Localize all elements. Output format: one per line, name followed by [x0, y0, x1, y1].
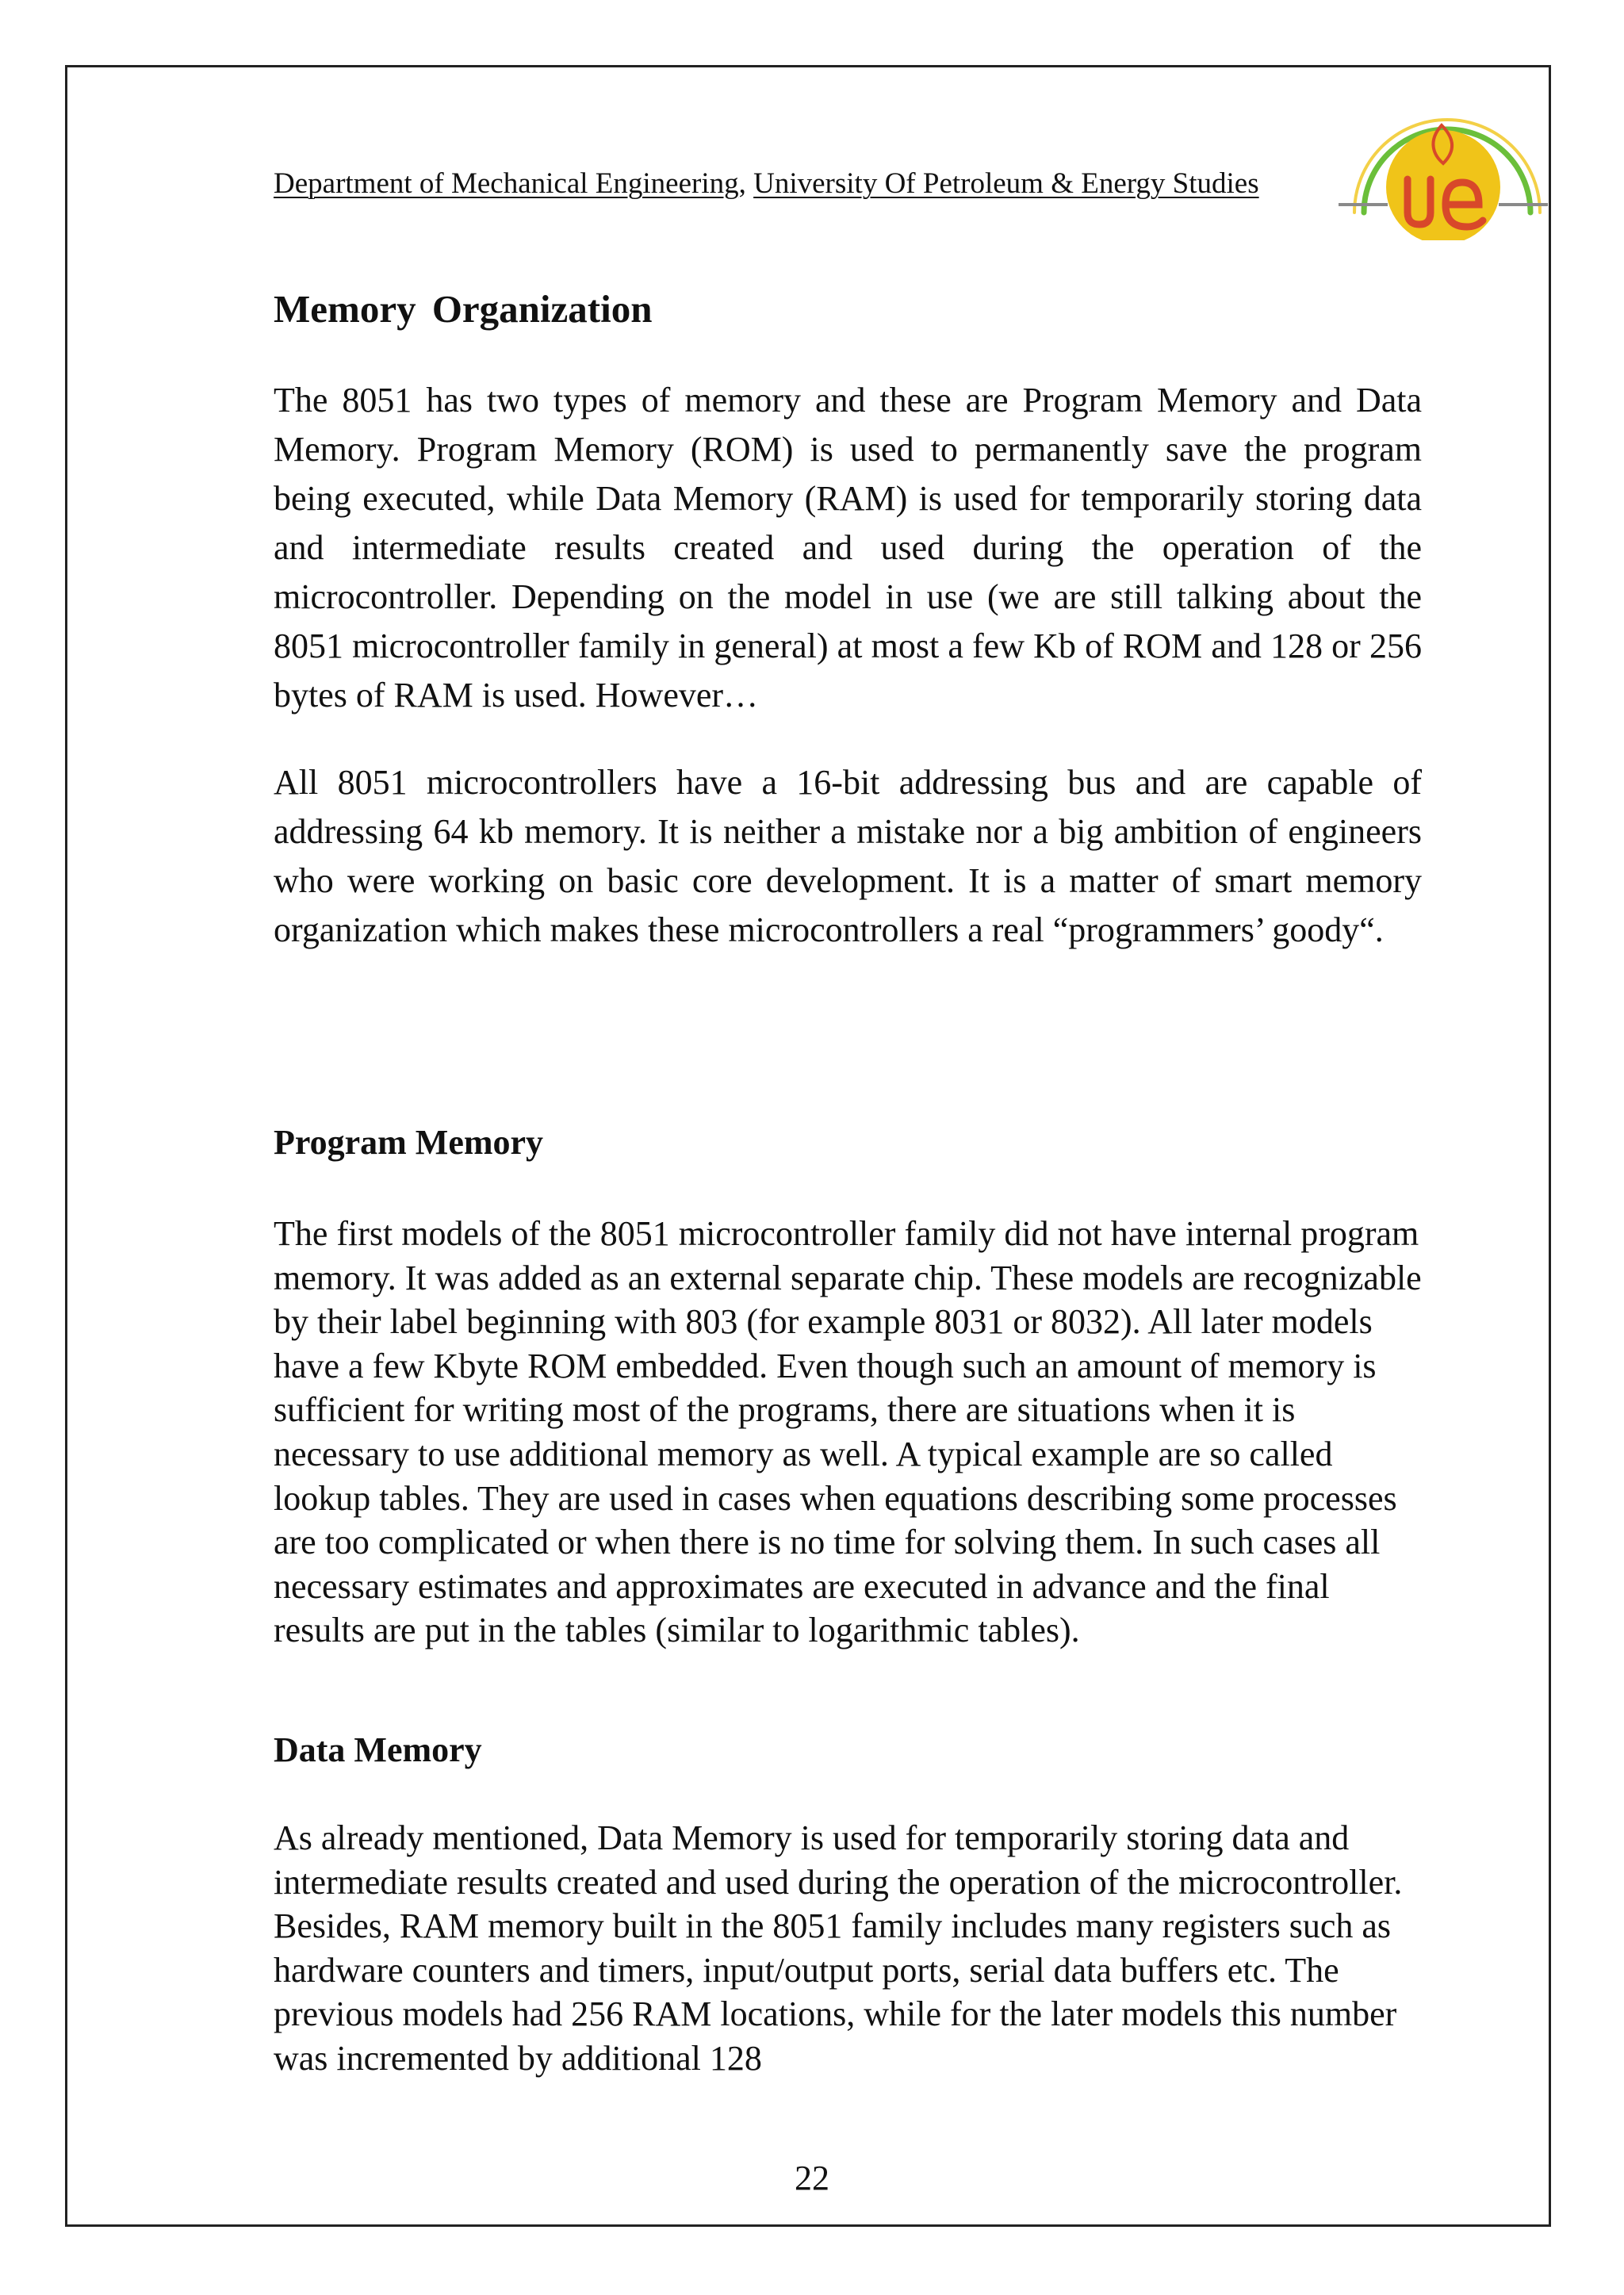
running-header	[274, 167, 1259, 201]
university-logo	[1332, 94, 1550, 240]
program-memory-paragraph: The first models of the 8051 microcontroller family did not have internal program memory. It was added as an external separate chip. These models are recognizable by their label beginning with 803 (for example 8031 or 8032). All later models have a few Kbyte ROM embedded. Even though such an amount of memory is sufficient for writing most of the programs, there are situations when it is necessary to use additional memory as well. A typical example are so called lookup tables. They are used in cases when equations describing some processes are too complicated or when there is no time for solving them. In such cases all necessary estimates and approximates are executed in advance and the final results are put in the tables (similar to logarithmic tables).	[274, 1214, 1422, 1650]
intro-paragraph-2: All 8051 microcontrollers have a 16-bit addressing bus and are capable of addressing 64 kb memory. It is neither a mistake nor a big ambition of engineers who were working on basic core development. It is a matter of smart memory organization which makes these microcontrollers a real “programmers’ goody“.	[274, 763, 1422, 949]
header-department: Department of Mechanical Engineering	[274, 167, 739, 200]
header-university: University Of Petroleum & Energy Studies	[753, 167, 1259, 200]
section-title: Memory Organization	[274, 287, 653, 331]
data-memory-heading: Data Memory	[274, 1730, 482, 1769]
page-number: 22	[795, 2159, 829, 2197]
intro-paragraph-1: The 8051 has two types of memory and these are Program Memory and Data Memory. Program Memory (ROM) is used to permanently save the program being executed, while Data Memory (RAM) is used for temporarily storing data and intermediate results created and used during the operation of the microcontroller. Depending on the model in use (we are still talking about the 8051 microcontroller family in general) at most a few Kb of ROM and 128 or 256 bytes of RAM is used. However…	[274, 381, 1422, 715]
header-separator: ,	[738, 167, 754, 200]
data-memory-paragraph: As already mentioned, Data Memory is used for temporarily storing data and intermediate results created and used during the operation of the microcontroller. Besides, RAM memory built in the 8051 family includes many registers such as hardware counters and timers, input/output ports, serial data buffers etc. The previous models had 256 RAM locations, while for the later models this number was incremented by additional 128	[274, 1818, 1403, 2078]
program-memory-heading: Program Memory	[274, 1123, 544, 1162]
